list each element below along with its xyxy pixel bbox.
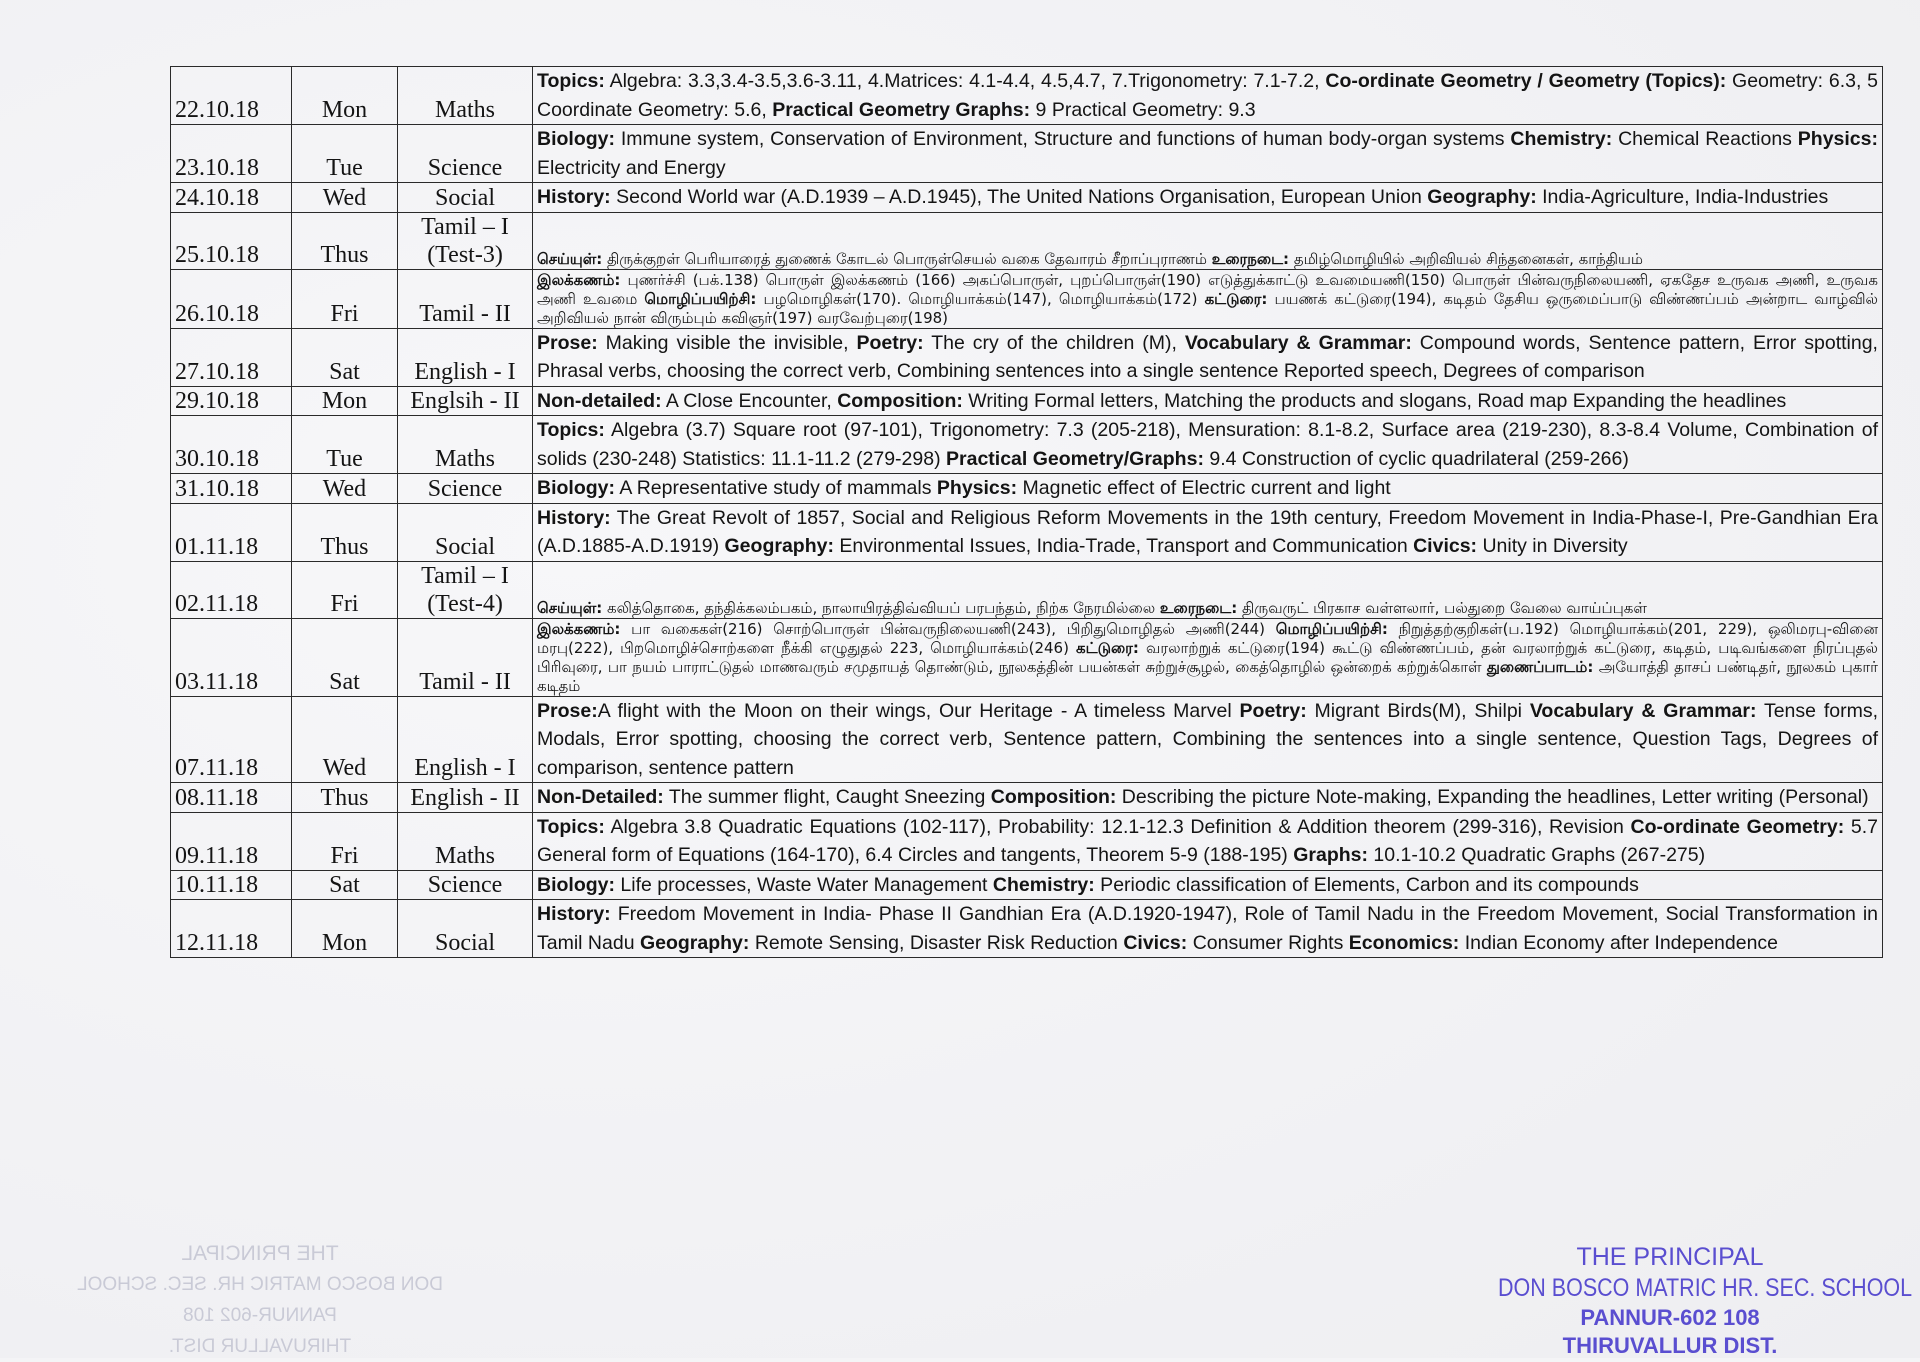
- exam-subject: Tamil – I (Test-3): [398, 212, 533, 269]
- syllabus-text: Algebra 3.8 Quadratic Equations (102-117), Probability: 12.1-12.3 Definition & Addition theorem (299-316), Revision: [604, 815, 1631, 838]
- syllabus-heading: Graphs:: [1293, 844, 1368, 866]
- syllabus-heading: Topics:: [537, 419, 605, 441]
- exam-date: 25.10.18: [171, 212, 292, 269]
- exam-day: Tue: [292, 125, 398, 183]
- syllabus-heading: Economics:: [1348, 931, 1460, 954]
- exam-day: Wed: [292, 474, 398, 504]
- exam-subject: Social: [398, 503, 533, 561]
- exam-date: 12.11.18: [171, 900, 292, 958]
- syllabus-heading: Composition:: [990, 786, 1117, 808]
- syllabus-heading: History:: [537, 506, 611, 529]
- stamp-district: THIRUVALLUR DIST.: [1562, 1333, 1778, 1358]
- syllabus-heading: Biology:: [537, 873, 615, 896]
- exam-day: Thus: [292, 783, 398, 813]
- syllabus-heading: Chemistry:: [992, 873, 1095, 896]
- timetable-row: [171, 812, 1883, 870]
- syllabus-heading: Non-Detailed:: [537, 786, 664, 808]
- syllabus-text: Describing the picture Note-making, Expanding the headlines, Letter writing (Personal): [1116, 786, 1869, 808]
- syllabus-text: திருக்குறள் பெரியாரைத் துணைக் கோடல் பொருள்செயல் வகை தேவாரம் சீறாப்புராணம்: [602, 249, 1212, 268]
- exam-date: 07.11.18: [171, 696, 292, 783]
- syllabus-text: India-Agriculture, India-Industries: [1536, 186, 1829, 208]
- exam-syllabus: [533, 416, 1883, 474]
- syllabus-text: Tense forms, Modals, Error spotting, choosing the correct verb, Sentence pattern, Combining the sentences into a single sentence, Question Tags, Degrees of comparison, sentence pattern: [537, 699, 1878, 779]
- exam-subject: Science: [398, 125, 533, 183]
- syllabus-heading: Co-ordinate Geometry:: [1630, 815, 1845, 838]
- exam-date: 31.10.18: [171, 474, 292, 504]
- syllabus-text: A flight with the Moon on their wings, Our Heritage - A timeless Marvel: [597, 699, 1240, 722]
- exam-subject: English - II: [398, 783, 533, 813]
- exam-date: 01.11.18: [171, 503, 292, 561]
- exam-subject: Science: [398, 474, 533, 504]
- syllabus-heading: இலக்கணம்:: [537, 619, 621, 638]
- exam-syllabus: [533, 696, 1883, 783]
- syllabus-text: Unity in Diversity: [1477, 535, 1628, 557]
- exam-day: Thus: [292, 503, 398, 561]
- syllabus-heading: Poetry:: [1239, 699, 1307, 722]
- exam-subject: Maths: [398, 416, 533, 474]
- syllabus-heading: Geography:: [724, 535, 834, 557]
- timetable-row: [171, 212, 1883, 269]
- timetable-row: [171, 125, 1883, 183]
- exam-day: Tue: [292, 416, 398, 474]
- exam-day: Fri: [292, 269, 398, 328]
- syllabus-text: Magnetic effect of Electric current and light: [1017, 477, 1391, 499]
- timetable-row: [171, 783, 1883, 813]
- exam-date: 30.10.18: [171, 416, 292, 474]
- exam-day: Thus: [292, 212, 398, 269]
- exam-date: 29.10.18: [171, 386, 292, 416]
- exam-syllabus: [533, 328, 1883, 386]
- exam-subject: Tamil - II: [398, 269, 533, 328]
- exam-subject: Tamil - II: [398, 618, 533, 696]
- syllabus-heading: Topics:: [537, 815, 605, 838]
- timetable-row: [171, 561, 1883, 618]
- timetable-row: [171, 183, 1883, 213]
- exam-subject: English - I: [398, 696, 533, 783]
- syllabus-text: பயணக் கட்டுரை(194), கடிதம் தேசிய ஒருமைப்பாடு விண்ணப்பம் அன்றாட வாழ்வில் அறிவியல் நான் விரும்பும் கவிஞர்(197) வரவேற்புரை(198): [537, 289, 1879, 327]
- ghost-line-1: THE PRINCIPAL: [181, 1242, 339, 1265]
- syllabus-heading: மொழிப்பயிற்சி:: [1275, 619, 1388, 638]
- syllabus-text: The Great Revolt of 1857, Social and Religious Reform Movements in the 19th century, Freedom Movement in India-Phase-I, Pre-Gandhian Era (A.D.1885-A.D.1919): [537, 506, 1878, 557]
- syllabus-heading: Co-ordinate Geometry / Geometry (Topics):: [1325, 70, 1727, 92]
- syllabus-heading: Practical Geometry Graphs:: [772, 98, 1031, 121]
- timetable-row: [171, 67, 1883, 125]
- exam-date: 08.11.18: [171, 783, 292, 813]
- exam-date: 09.11.18: [171, 812, 292, 870]
- exam-subject: Social: [398, 183, 533, 213]
- syllabus-text: The summer flight, Caught Sneezing: [663, 786, 991, 808]
- syllabus-text: Algebra (3.7) Square root (97-101), Trigonometry: 7.3 (205-218), Mensuration: 8.1-8.2, Surface area (219-230), 8.3-8.4 Volume, Combination of solids (230-248) Statistics: 11.1-11.2 (279-298): [537, 419, 1878, 470]
- bleed-through-stamp: [60, 1238, 460, 1362]
- exam-date: 26.10.18: [171, 269, 292, 328]
- syllabus-heading: Physics:: [936, 477, 1018, 499]
- syllabus-text: Second World war (A.D.1939 – A.D.1945), The United Nations Organisation, European Union: [610, 186, 1428, 208]
- exam-syllabus: [533, 503, 1883, 561]
- timetable-row: [171, 618, 1883, 696]
- timetable-row: [171, 503, 1883, 561]
- timetable-row: [171, 416, 1883, 474]
- syllabus-text: தமிழ்மொழியில் அறிவியல் சிந்தனைகள், காந்தியம்: [1289, 249, 1643, 268]
- timetable-row: [171, 900, 1883, 958]
- syllabus-text: Immune system, Conservation of Environment, Structure and functions of human body-organ systems: [615, 128, 1511, 150]
- timetable-row: [171, 870, 1883, 900]
- exam-day: Sat: [292, 328, 398, 386]
- exam-subject: Maths: [398, 67, 533, 125]
- exam-syllabus: [533, 125, 1883, 183]
- syllabus-text: Migrant Birds(M), Shilpi: [1306, 699, 1530, 722]
- syllabus-text: Remote Sensing, Disaster Risk Reduction: [749, 931, 1124, 954]
- exam-day: Mon: [292, 900, 398, 958]
- exam-subject: Englsih - II: [398, 386, 533, 416]
- syllabus-text: கலித்தொகை, தந்திக்கலம்பகம், நாலாயிரத்திவ்வியப் பரபந்தம், நிற்க நேரமில்லை: [602, 598, 1160, 617]
- exam-subject: Social: [398, 900, 533, 958]
- syllabus-heading: Biology:: [537, 128, 615, 150]
- syllabus-text: திருவருட் பிரகாச வள்ளலார், பல்துறை வேலை வாய்ப்புகள்: [1237, 598, 1647, 617]
- syllabus-text: Algebra: 3.3,3.4-3.5,3.6-3.11, 4.Matrices: 4.1-4.4, 4.5,4.7, 7.Trigonometry: 7.1-7.2,: [604, 70, 1326, 92]
- exam-syllabus: [533, 561, 1883, 618]
- syllabus-heading: துணைப்பாடம்:: [1486, 657, 1594, 676]
- exam-day: Sat: [292, 618, 398, 696]
- exam-syllabus: [533, 386, 1883, 416]
- exam-syllabus: [533, 618, 1883, 696]
- syllabus-text: Writing Formal letters, Matching the products and slogans, Road map Expanding the headlines: [962, 389, 1787, 412]
- exam-subject: Maths: [398, 812, 533, 870]
- exam-date: 24.10.18: [171, 183, 292, 213]
- ghost-line-4: THIRUVALLUR DIST.: [168, 1336, 352, 1357]
- syllabus-text: 10.1-10.2 Quadratic Graphs (267-275): [1367, 844, 1706, 866]
- principal-stamp: [1470, 1242, 1913, 1360]
- exam-date: 22.10.18: [171, 67, 292, 125]
- syllabus-text: நிறுத்தற்குறிகள்(ப.192) மொழியாக்கம்(201, 229), ஒலிமரபு-வினை மரபு(222), பிறமொழிச்சொற்களை நீக்கி எழுதுதல் 223, மொழியாக்கம்(246): [537, 619, 1878, 657]
- syllabus-text: புணர்ச்சி (பக்.138) பொருள் இலக்கணம் (166) அகப்பொருள், புறப்பொருள்(190) எடுத்துக்காட்டு உவமையணி(150) பொருள் பின்வருநிலையணி, ஏகதேச உருவக அணி, உருவக அணி உவமை: [537, 270, 1878, 308]
- syllabus-heading: Physics:: [1797, 128, 1878, 150]
- syllabus-heading: Vocabulary & Grammar:: [1184, 331, 1412, 354]
- syllabus-heading: Non-detailed:: [537, 389, 662, 412]
- syllabus-text: A Close Encounter,: [661, 389, 838, 412]
- syllabus-text: Geometry: 6.3, 5 Coordinate Geometry: 5.6,: [537, 70, 1879, 121]
- syllabus-text: Chemical Reactions: [1612, 128, 1798, 150]
- exam-day: Mon: [292, 386, 398, 416]
- syllabus-heading: History:: [537, 186, 611, 208]
- exam-date: 23.10.18: [171, 125, 292, 183]
- timetable-row: [171, 386, 1883, 416]
- stamp-address: PANNUR-602 108: [1580, 1305, 1760, 1330]
- syllabus-heading: Composition:: [837, 389, 963, 412]
- syllabus-heading: செய்யுள்:: [537, 598, 603, 617]
- ghost-line-3: PANNUR-602 108: [183, 1305, 337, 1326]
- syllabus-heading: Topics:: [537, 70, 605, 92]
- syllabus-text: Consumer Rights: [1187, 931, 1349, 954]
- syllabus-text: Freedom Movement in India- Phase II Gandhian Era (A.D.1920-1947), Role of Tamil Nadu in the Freedom Movement, Social Transformation in Tamil Nadu: [537, 903, 1878, 954]
- exam-syllabus: [533, 183, 1883, 213]
- syllabus-heading: History:: [537, 903, 611, 925]
- exam-day: Mon: [292, 67, 398, 125]
- exam-syllabus: [533, 474, 1883, 504]
- timetable-row: [171, 269, 1883, 328]
- exam-day: Fri: [292, 812, 398, 870]
- exam-syllabus: [533, 67, 1883, 125]
- syllabus-heading: Geography:: [639, 931, 750, 954]
- syllabus-text: Indian Economy after Independence: [1459, 931, 1779, 954]
- exam-day: Wed: [292, 183, 398, 213]
- syllabus-heading: Vocabulary & Grammar:: [1529, 699, 1757, 722]
- syllabus-heading: Prose:: [537, 699, 598, 722]
- exam-syllabus: [533, 900, 1883, 958]
- timetable-row: [171, 328, 1883, 386]
- syllabus-heading: Biology:: [537, 477, 615, 499]
- syllabus-heading: Practical Geometry/Graphs:: [946, 447, 1204, 470]
- exam-date: 02.11.18: [171, 561, 292, 618]
- syllabus-heading: உரைநடை:: [1211, 249, 1290, 268]
- timetable-row: [171, 474, 1883, 504]
- syllabus-text: 9 Practical Geometry: 9.3: [1030, 98, 1256, 121]
- syllabus-text: பழமொழிகள்(170). மொழியாக்கம்(147), மொழியாக்கம்(172): [756, 289, 1205, 308]
- syllabus-text: வரலாற்றுக் கட்டுரை(194) கூட்டு விண்ணப்பம், தன் வரலாற்றுக் கட்டுரை, கடிதம், படிவங்களை நிரப்புதல் பிரிவுரை, பா நயம் பாராட்டுதல் மாணவரும் சமுதாயத் தொண்டும், நூலகத்தின் பயன்கள் சுற்றுச்சூழல், கைத்தொழில் ஒன்றைக் கற்றுக்கொள்: [537, 638, 1878, 676]
- syllabus-text: Periodic classification of Elements, Carbon and its compounds: [1094, 873, 1639, 896]
- syllabus-heading: Chemistry:: [1510, 128, 1613, 150]
- timetable-row: [171, 696, 1883, 783]
- syllabus-heading: Geography:: [1427, 186, 1537, 208]
- syllabus-heading: இலக்கணம்:: [537, 270, 621, 289]
- exam-day: Fri: [292, 561, 398, 618]
- syllabus-heading: Prose:: [537, 331, 598, 354]
- syllabus-text: The cry of the children (M),: [923, 331, 1185, 354]
- syllabus-text: Electricity and Energy: [537, 156, 726, 179]
- exam-date: 27.10.18: [171, 328, 292, 386]
- exam-day: Wed: [292, 696, 398, 783]
- syllabus-heading: மொழிப்பயிற்சி:: [644, 289, 757, 308]
- ghost-line-2: DON BOSCO MATRIC HR. SEC. SCHOOL: [77, 1274, 443, 1295]
- exam-syllabus: [533, 812, 1883, 870]
- exam-syllabus: [533, 783, 1883, 813]
- syllabus-text: Environmental Issues, India-Trade, Transport and Communication: [833, 535, 1414, 557]
- syllabus-text: அயோத்தி தாசப் பண்டிதர், நூலகம் புகார் கடிதம்: [537, 657, 1879, 695]
- exam-subject: Science: [398, 870, 533, 900]
- syllabus-text: Life processes, Waste Water Management: [615, 873, 993, 896]
- exam-syllabus: [533, 212, 1883, 269]
- syllabus-text: பா வகைகள்(216) சொற்பொருள் பின்வருநிலையணி(243), பிறிதுமொழிதல் அணி(244): [620, 619, 1276, 638]
- exam-subject: Tamil – I (Test-4): [398, 561, 533, 618]
- syllabus-heading: Civics:: [1123, 931, 1188, 954]
- exam-syllabus: [533, 269, 1883, 328]
- syllabus-heading: கட்டுரை:: [1076, 638, 1139, 657]
- syllabus-text: Making visible the invisible,: [597, 331, 857, 354]
- exam-subject: English - I: [398, 328, 533, 386]
- exam-timetable: [170, 66, 1883, 958]
- syllabus-text: 9.4 Construction of cyclic quadrilateral (259-266): [1203, 447, 1629, 470]
- timetable-body: [171, 67, 1883, 958]
- syllabus-heading: உரைநடை:: [1159, 598, 1238, 617]
- syllabus-heading: Poetry:: [856, 331, 924, 354]
- exam-date: 10.11.18: [171, 870, 292, 900]
- syllabus-text: 5.7 General form of Equations (164-170), 6.4 Circles and tangents, Theorem 5-9 (188-195): [537, 815, 1878, 866]
- exam-syllabus: [533, 870, 1883, 900]
- exam-date: 03.11.18: [171, 618, 292, 696]
- stamp-title: THE PRINCIPAL: [1576, 1243, 1764, 1271]
- syllabus-heading: செய்யுள்:: [537, 249, 603, 268]
- syllabus-text: A Representative study of mammals: [615, 477, 937, 499]
- syllabus-heading: கட்டுரை:: [1204, 289, 1268, 308]
- exam-day: Sat: [292, 870, 398, 900]
- syllabus-heading: Civics:: [1413, 535, 1478, 557]
- syllabus-text: Compound words, Sentence pattern, Error spotting, Phrasal verbs, choosing the correct verb, Combining sentences into a single sentence Reported speech, Degrees of comparison: [537, 331, 1878, 382]
- stamp-school: DON BOSCO MATRIC HR. SEC. SCHOOL: [1498, 1274, 1913, 1302]
